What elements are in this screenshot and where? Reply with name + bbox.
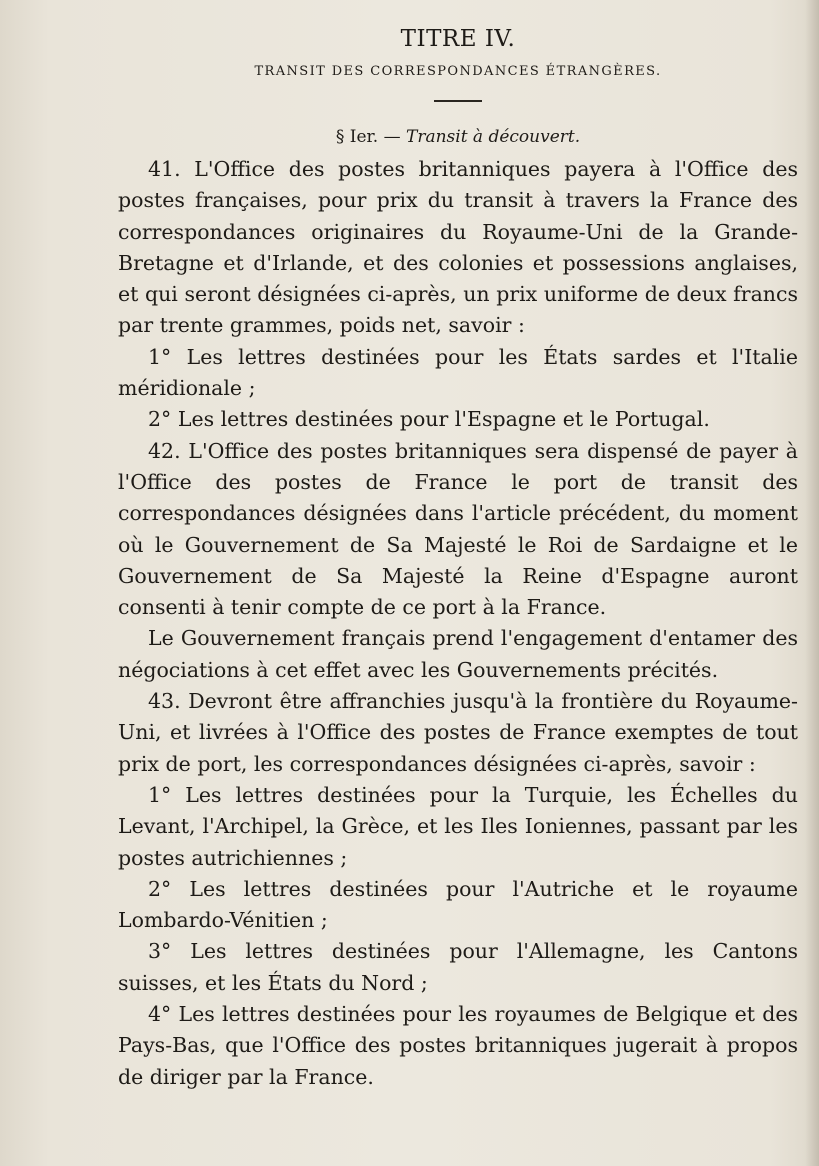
paragraph-number: 2° xyxy=(148,876,172,901)
section-mark: § Ier. — xyxy=(335,127,401,147)
article-43-item-4 xyxy=(118,999,798,1093)
article-43-item-3 xyxy=(118,936,798,999)
page-content xyxy=(118,22,798,1093)
article-42-continuation xyxy=(118,623,798,686)
paragraph-text: Les lettres destinées pour les royaumes de Belgique et des Pays-Bas, que l'Office des postes britanniques jugerait à propos de diriger par la France. xyxy=(118,1002,798,1089)
paragraph-text: Les lettres destinées pour l'Autriche et le royaume Lombardo-Vénitien ; xyxy=(118,876,798,933)
article-43-item-1 xyxy=(118,780,798,874)
paragraph-number: 4° xyxy=(148,1002,172,1027)
paragraph-number: 43. xyxy=(148,689,181,714)
paragraph-text: Le Gouvernement français prend l'engagement d'entamer des négociations à cet effet avec les Gouvernements précités. xyxy=(118,626,798,682)
paragraph-text: Les lettres destinées pour la Turquie, les Échelles du Levant, l'Archipel, la Grèce, et les Iles Ioniennes, passant par les postes autrichiennes ; xyxy=(118,782,798,870)
article-42 xyxy=(118,436,798,624)
article-43 xyxy=(118,686,798,780)
paragraph-text: Devront être affranchies jusqu'à la frontière du Royaume-Uni, et livrées à l'Office des postes de France exemptes de tout prix de port, les correspondances désignées ci-après, savoir : xyxy=(118,689,798,776)
article-43-item-2 xyxy=(118,874,798,937)
article-41 xyxy=(118,154,798,342)
paragraph-number: 1° xyxy=(148,344,172,369)
paragraph-number: 2° xyxy=(148,407,172,432)
section-title: Transit à découvert. xyxy=(405,127,581,147)
paragraph-number: 1° xyxy=(148,782,172,807)
paragraph-text: L'Office des postes britanniques payera à l'Office des postes françaises, pour prix du transit à travers la France des correspondances originaires du Royaume-Uni de la Grande-Bretagne et d'Irlande, et des colonies et possessions anglaises, et qui seront désignées ci-après, un prix uniforme de deux francs par trente grammes, poids net, savoir : xyxy=(118,157,798,338)
paragraph-number: 42. xyxy=(148,438,181,463)
paragraph-text: Les lettres destinées pour les États sardes et l'Italie méridionale ; xyxy=(118,344,798,401)
paragraph-text: Les lettres destinées pour l'Espagne et le Portugal. xyxy=(177,407,710,432)
paragraph-number: 41. xyxy=(148,157,181,181)
section-heading xyxy=(118,124,798,150)
article-41-item-1 xyxy=(118,342,798,405)
page-subtitle: TRANSIT DES CORRESPONDANCES ÉTRANGÈRES. xyxy=(254,64,662,79)
paragraph-text: L'Office des postes britanniques sera dispensé de payer à l'Office des postes de France le port de transit des correspondances désignées dans l'article précédent, du moment où le Gouvernement de Sa Majesté le Roi de Sardaigne et le Gouvernement de Sa Majesté la Reine d'Espagne auront consenti à tenir compte de ce port à la France. xyxy=(118,438,798,620)
title-divider xyxy=(434,100,482,102)
paragraph-text: Les lettres destinées pour l'Allemagne, les Cantons suisses, et les États du Nord ; xyxy=(118,939,798,995)
page-title: TITRE IV. xyxy=(400,26,516,52)
article-41-item-2 xyxy=(118,404,798,435)
paragraph-number: 3° xyxy=(148,939,172,964)
